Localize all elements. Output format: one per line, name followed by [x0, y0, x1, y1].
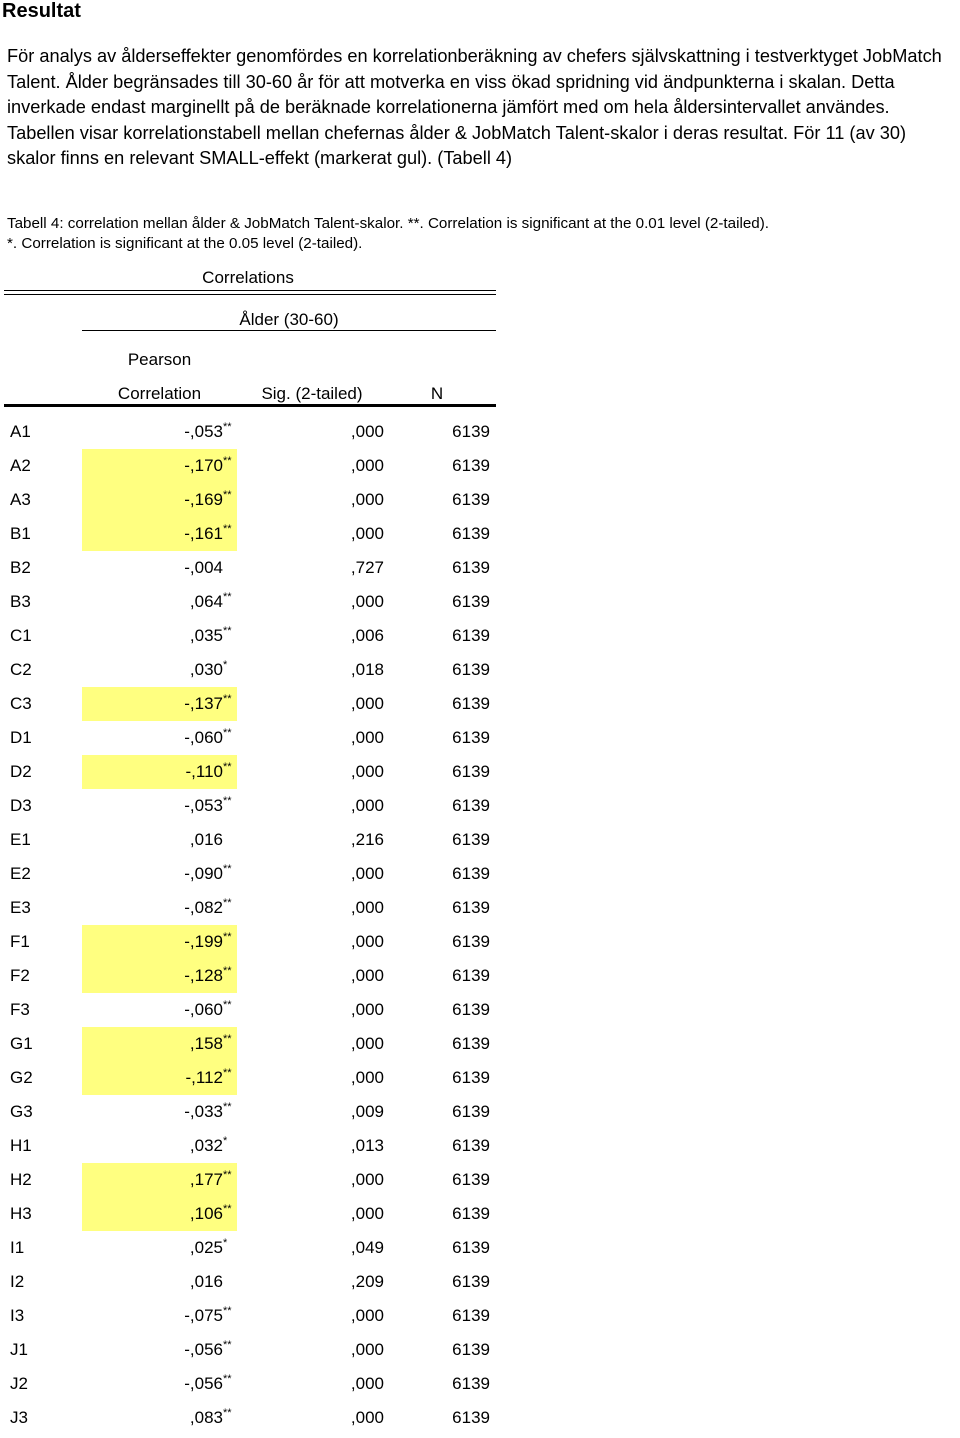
row-label: H1	[10, 1136, 32, 1155]
n-value: 6139	[452, 898, 490, 917]
n-value: 6139	[452, 1170, 490, 1189]
row-label: J1	[10, 1340, 28, 1359]
sig-value: ,000	[350, 1374, 384, 1393]
row-label: I3	[10, 1306, 25, 1325]
pearson-correlation-cell	[82, 551, 237, 585]
correlation-value: -,110	[185, 762, 223, 781]
row-label: B2	[10, 558, 31, 577]
sig-value: ,000	[350, 762, 384, 781]
correlation-value: -,090	[184, 864, 223, 883]
table-row	[0, 415, 496, 449]
intro-paragraph: För analys av ålderseffekter genomfördes en korrelationberäkning av chefers självskattning i testverktyget JobMatch Talent. Ålder begränsades till 30-60 år för att motverka en viss ökad spridning vid ändpunkterna i skalan. Detta inverkade endast marginellt på de beräknade korrelationerna jämfört med om hela åldersintervallet användes. Tabellen visar korrelationstabell mellan chefernas ålder & JobMatch Talent-skalor i deras resultat. För 11 (av 30) skalor finns en relevant SMALL-effekt (markerat gul). (Tabell 4)	[7, 46, 942, 169]
pearson-correlation-cell: -,075**	[184, 1305, 232, 1325]
n-value: 6139	[452, 524, 490, 543]
row-label: E3	[10, 898, 31, 917]
pearson-correlation-cell: -,033**	[184, 1101, 232, 1121]
n-value: 6139	[452, 626, 490, 645]
pearson-correlation-cell	[82, 1265, 237, 1299]
row-label: C1	[10, 626, 32, 645]
sig-value: ,000	[350, 1068, 384, 1087]
pearson-correlation-cell: -,199**	[82, 925, 237, 959]
col-header-n: N	[430, 384, 444, 403]
table-row	[0, 959, 496, 993]
sig-value: ,000	[350, 864, 384, 883]
sig-value: ,013	[350, 1136, 384, 1155]
correlation-value: -,170	[184, 456, 223, 475]
n-value: 6139	[452, 1374, 490, 1393]
table-row	[0, 1231, 496, 1265]
row-label: C3	[10, 694, 32, 713]
sig-value: ,000	[350, 1034, 384, 1053]
sig-value: ,000	[350, 1000, 384, 1019]
n-value: 6139	[452, 660, 490, 679]
col-header-pearson-1: Pearson	[127, 350, 192, 369]
sig-value: ,727	[350, 558, 384, 577]
row-label: D2	[10, 762, 32, 781]
correlation-value: -,112	[185, 1068, 223, 1087]
table-row	[0, 585, 496, 619]
correlation-value: ,083	[189, 1408, 223, 1427]
n-value: 6139	[452, 1102, 490, 1121]
table-row	[0, 687, 496, 721]
correlation-value: -,060	[184, 1000, 223, 1019]
pearson-correlation-cell: ,035**	[189, 625, 232, 645]
correlation-value: ,030	[189, 660, 223, 679]
table-row	[0, 1197, 496, 1231]
n-value: 6139	[452, 1408, 490, 1427]
pearson-correlation-cell: ,030*	[189, 659, 228, 679]
n-value: 6139	[452, 490, 490, 509]
n-value: 6139	[452, 830, 490, 849]
sig-value: ,000	[350, 694, 384, 713]
title-rule-top	[4, 290, 496, 291]
n-value: 6139	[452, 1136, 490, 1155]
table-row	[0, 449, 496, 483]
sig-value: ,000	[350, 932, 384, 951]
pearson-correlation-cell: ,177**	[82, 1163, 237, 1197]
n-value: 6139	[452, 592, 490, 611]
table-row	[0, 551, 496, 585]
pearson-correlation-cell: -,169**	[82, 483, 237, 517]
pearson-correlation-cell: -,082**	[184, 897, 232, 917]
correlation-value: -,161	[184, 524, 223, 543]
row-label: B3	[10, 592, 31, 611]
pearson-correlation-cell: -,060**	[184, 999, 232, 1019]
title-rule-bottom	[4, 294, 496, 295]
sig-value: ,000	[350, 1340, 384, 1359]
table-row	[0, 925, 496, 959]
n-value: 6139	[452, 1000, 490, 1019]
n-value: 6139	[452, 456, 490, 475]
row-label: E2	[10, 864, 31, 883]
table-row	[0, 1299, 496, 1333]
row-label: A3	[10, 490, 31, 509]
row-label: C2	[10, 660, 32, 679]
pearson-correlation-cell: -,128**	[82, 959, 237, 993]
n-value: 6139	[452, 932, 490, 951]
correlation-value: -,128	[184, 966, 223, 985]
caption-line-1: Tabell 4: correlation mellan ålder & JobMatch Talent-skalor. **. Correlation is significant at the 0.01 level (2-tailed).	[7, 215, 770, 232]
sig-value: ,000	[350, 796, 384, 815]
group-header-rule	[82, 330, 496, 331]
row-label: G2	[10, 1068, 33, 1087]
n-value: 6139	[452, 762, 490, 781]
sig-value: ,018	[350, 660, 384, 679]
row-label: B1	[10, 524, 31, 543]
sig-value: ,000	[350, 898, 384, 917]
table-row	[0, 993, 496, 1027]
n-value: 6139	[452, 558, 490, 577]
correlation-value: ,025	[189, 1238, 223, 1257]
sig-value: ,000	[350, 1306, 384, 1325]
n-value: 6139	[452, 1068, 490, 1087]
row-label: F1	[10, 932, 30, 951]
row-label: A1	[10, 422, 31, 441]
pearson-correlation-cell	[82, 823, 237, 857]
table-row	[0, 1061, 496, 1095]
table-row	[0, 619, 496, 653]
correlation-value: ,016	[189, 830, 223, 849]
pearson-correlation-cell: ,106**	[82, 1197, 237, 1231]
table-row	[0, 1367, 496, 1401]
row-label: I1	[10, 1238, 25, 1257]
row-label: F3	[10, 1000, 30, 1019]
row-label: G3	[10, 1102, 33, 1121]
pearson-correlation-cell: -,170**	[82, 449, 237, 483]
sig-value: ,000	[350, 422, 384, 441]
table-row	[0, 1129, 496, 1163]
n-value: 6139	[452, 728, 490, 747]
row-label: I2	[10, 1272, 25, 1291]
sig-value: ,000	[350, 728, 384, 747]
pearson-correlation-cell: -,053**	[184, 795, 232, 815]
correlation-value: ,106	[189, 1204, 223, 1223]
table-row	[0, 653, 496, 687]
sig-value: ,209	[350, 1272, 384, 1291]
correlation-value: ,064	[189, 592, 223, 611]
n-value: 6139	[452, 1238, 490, 1257]
correlation-value: -,053	[184, 796, 223, 815]
correlation-value: -,169	[184, 490, 223, 509]
row-label: G1	[10, 1034, 33, 1053]
table-row	[0, 755, 496, 789]
correlation-value: -,053	[184, 422, 223, 441]
correlation-value: -,137	[184, 694, 223, 713]
pearson-correlation-cell: -,161**	[82, 517, 237, 551]
sig-value: ,000	[350, 1408, 384, 1427]
row-label: J2	[10, 1374, 28, 1393]
pearson-correlation-cell: -,110**	[82, 755, 237, 789]
table-row	[0, 1265, 496, 1299]
correlation-value: -,056	[184, 1340, 223, 1359]
table-row	[0, 1095, 496, 1129]
group-header: Ålder (30-60)	[239, 310, 339, 329]
row-label: D1	[10, 728, 32, 747]
caption-line-2: *. Correlation is significant at the 0.05 level (2-tailed).	[7, 235, 363, 252]
n-value: 6139	[452, 422, 490, 441]
pearson-correlation-cell: -,056**	[184, 1373, 232, 1393]
row-label: F2	[10, 966, 30, 985]
table-row	[0, 721, 496, 755]
sig-value: ,000	[350, 490, 384, 509]
correlation-value: ,016	[189, 1272, 223, 1291]
table-caption	[7, 214, 957, 254]
table-row	[0, 1333, 496, 1367]
correlation-value: ,035	[189, 626, 223, 645]
correlation-value: -,060	[184, 728, 223, 747]
n-value: 6139	[452, 1204, 490, 1223]
table-row	[0, 1027, 496, 1061]
header-rule	[4, 404, 496, 407]
pearson-correlation-cell: -,056**	[184, 1339, 232, 1359]
correlation-value: ,032	[189, 1136, 223, 1155]
n-value: 6139	[452, 864, 490, 883]
pearson-correlation-cell: -,137**	[82, 687, 237, 721]
table-row	[0, 789, 496, 823]
pearson-correlation-cell: -,090**	[184, 863, 232, 883]
correlation-value: -,199	[184, 932, 223, 951]
row-label: D3	[10, 796, 32, 815]
col-header-sig: Sig. (2-tailed)	[261, 384, 363, 403]
row-label: E1	[10, 830, 31, 849]
table-row	[0, 517, 496, 551]
sig-value: ,000	[350, 1170, 384, 1189]
n-value: 6139	[452, 1034, 490, 1053]
n-value: 6139	[452, 1272, 490, 1291]
correlation-value: -,004	[184, 558, 223, 577]
sig-value: ,000	[350, 524, 384, 543]
pearson-correlation-cell: ,032*	[189, 1135, 228, 1155]
pearson-correlation-cell: -,060**	[184, 727, 232, 747]
section-heading: Resultat	[2, 0, 81, 22]
pearson-correlation-cell: -,112**	[82, 1061, 237, 1095]
n-value: 6139	[452, 796, 490, 815]
table-row	[0, 891, 496, 925]
sig-value: ,216	[350, 830, 384, 849]
sig-value: ,000	[350, 592, 384, 611]
pearson-correlation-cell: ,025*	[189, 1237, 228, 1257]
row-label: J3	[10, 1408, 28, 1427]
correlation-value: -,033	[184, 1102, 223, 1121]
pearson-correlation-cell: -,053**	[184, 421, 232, 441]
table-row	[0, 1401, 496, 1435]
correlation-value: -,082	[184, 898, 223, 917]
correlation-value: -,075	[184, 1306, 223, 1325]
row-label: H2	[10, 1170, 32, 1189]
sig-value: ,000	[350, 1204, 384, 1223]
col-header-pearson-2: Correlation	[117, 384, 202, 403]
table-row	[0, 857, 496, 891]
row-label: A2	[10, 456, 31, 475]
sig-value: ,000	[350, 456, 384, 475]
n-value: 6139	[452, 1340, 490, 1359]
n-value: 6139	[452, 694, 490, 713]
sig-value: ,049	[350, 1238, 384, 1257]
correlation-value: ,177	[189, 1170, 223, 1189]
sig-value: ,000	[350, 966, 384, 985]
n-value: 6139	[452, 966, 490, 985]
table-row	[0, 1163, 496, 1197]
correlation-value: ,158	[189, 1034, 223, 1053]
row-label: H3	[10, 1204, 32, 1223]
n-value: 6139	[452, 1306, 490, 1325]
table-row	[0, 823, 496, 857]
sig-value: ,009	[350, 1102, 384, 1121]
pearson-correlation-cell: ,064**	[189, 591, 232, 611]
pearson-correlation-cell: ,083**	[189, 1407, 232, 1427]
table-title: Correlations	[202, 268, 294, 287]
correlation-value: -,056	[184, 1374, 223, 1393]
sig-value: ,006	[350, 626, 384, 645]
pearson-correlation-cell: ,158**	[82, 1027, 237, 1061]
table-row	[0, 483, 496, 517]
